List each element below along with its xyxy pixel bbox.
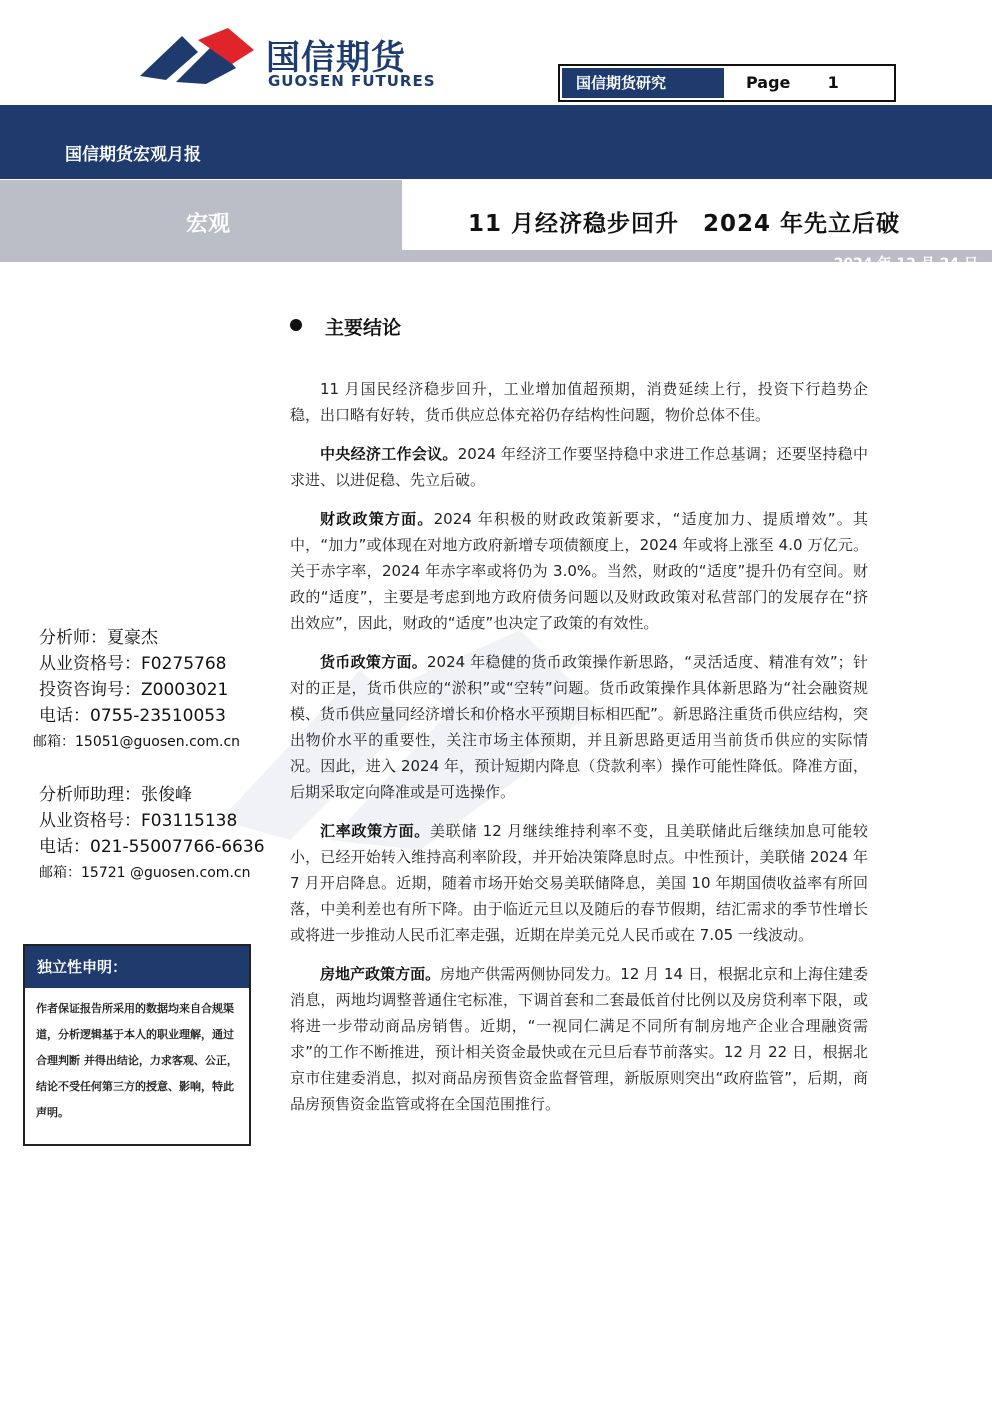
paragraph-real-estate-policy: 房地产政策方面。房地产供需两侧协同发力。12 月 14 日，根据北京和上海住建委消息，两地均调整普通住宅标准，下调首套和二套最低首付比例以及房贷利率下限，或将进一步带动商品房销售。近期，“一视同仁满足不同所有制房地产企业合理融资需求”的工作不断推进，预计相关资金最快或在元旦后春节前落实。12 月 22 日，根据北京市住建委消息，拟对商品房预售资金监督管理，新版原则突出“政府监管”，后期，商品房预售资金监管或将在全国范围推行。	[290, 965, 868, 1113]
page-number: 1	[827, 73, 839, 92]
analyst-phone: 电话：0755-23510053	[39, 706, 226, 726]
analyst-name: 分析师：夏豪杰	[39, 628, 158, 648]
research-label: 国信期货研究	[562, 68, 724, 98]
guosen-logo-icon	[136, 26, 256, 90]
assistant-email[interactable]: 邮箱：15721 @guosen.com.cn	[39, 865, 251, 881]
analyst-assistant-card	[39, 782, 265, 886]
section-heading: 主要结论	[325, 317, 402, 339]
assistant-name: 分析师助理：张俊峰	[39, 785, 192, 805]
brand-name-en: GUOSEN FUTURES	[268, 72, 436, 90]
analyst-card	[33, 625, 241, 755]
conclusions-body	[290, 376, 868, 1130]
assistant-phone: 电话：021-55007766-6636	[39, 837, 265, 857]
independence-text: 作者保证报告所采用的数据均来自合规渠道，分析逻辑基于本人的职业理解，通过合理判断 并得出结论，力求客观、公正，结论不受任何第三方的授意、影响，特此声明。	[36, 1002, 238, 1119]
page-indicator	[746, 68, 839, 98]
brand-name-cn: 国信期货	[266, 38, 406, 78]
report-type: 国信期货宏观月报	[65, 145, 201, 165]
page-title: 11 月经济稳步回升 2024 年先立后破	[468, 211, 901, 237]
paragraph-summary: 11 月国民经济稳步回升，工业增加值超预期，消费延续上行，投资下行趋势企稳，出口略有好转，货币供应总体充裕仍存结构性问题，物价总体不佳。	[290, 380, 868, 424]
analyst-license: 从业资格号：F0275768	[39, 654, 227, 674]
paragraph-fiscal-policy: 财政政策方面。2024 年积极的财政政策新要求，“适度加力、提质增效”。其中，“加力”或体现在对地方政府新增专项债额度上，2024 年或将上涨至 4.0 万亿元。关于赤字率，2024 年赤字率或将仍为 3.0%。当然，财政的“适度”提升仍有空间。财政的“适度”，主要是考虑到地方政府债务问题以及财政政策对私营部门的发展存在“挤出效应”，因此，财政的“适度”也决定了政策的有效性。	[290, 510, 868, 632]
report-date: 2024 年 12 月 24 日	[833, 256, 978, 272]
analyst-consult-number: 投资咨询号：Z0003021	[39, 680, 229, 700]
assistant-license: 从业资格号：F03115138	[39, 811, 238, 831]
paragraph-economic-work-conference: 中央经济工作会议。2024 年经济工作要坚持稳中求进工作总基调；还要坚持稳中求进、以进促稳、先立后破。	[290, 445, 868, 489]
analyst-email[interactable]: 邮箱：15051@guosen.com.cn	[33, 734, 241, 750]
independence-title: 独立性申明：	[25, 946, 249, 988]
bullet-icon	[290, 319, 302, 331]
page-label: Page	[746, 73, 791, 92]
paragraph-monetary-policy: 货币政策方面。2024 年稳健的货币政策操作新思路，“灵活适度、精准有效”；针对的正是，货币供应的“淤积”或“空转”问题。货币政策操作具体新思路为“社会融资规模、货币供应量同经济增长和价格水平预期目标相匹配”。新思路注重货币供应结构，突出物价水平的重要性，关注市场主体预期，并且新思路更适用当前货币供应的实际情况。因此，进入 2024 年，预计短期内降息（贷款利率）操作可能性降低。降准方面，后期采取定向降准或是可选操作。	[290, 653, 868, 801]
paragraph-exchange-rate-policy: 汇率政策方面。美联储 12 月继续维持利率不变，且美联储此后继续加息可能较小，已经开始转入维持高利率阶段，并开始决策降息时点。中性预计，美联储 2024 年 7 月开启降息。近期，随着市场开始交易美联储降息，美国 10 年期国债收益率有所回落，中美利差也有所下降。由于临近元旦以及随后的春节假期，结汇需求的季节性增长或将进一步推动人民币汇率走强，近期在岸美元兑人民币或在 7.05 一线波动。	[290, 822, 868, 944]
section-tag: 宏观	[186, 212, 231, 237]
